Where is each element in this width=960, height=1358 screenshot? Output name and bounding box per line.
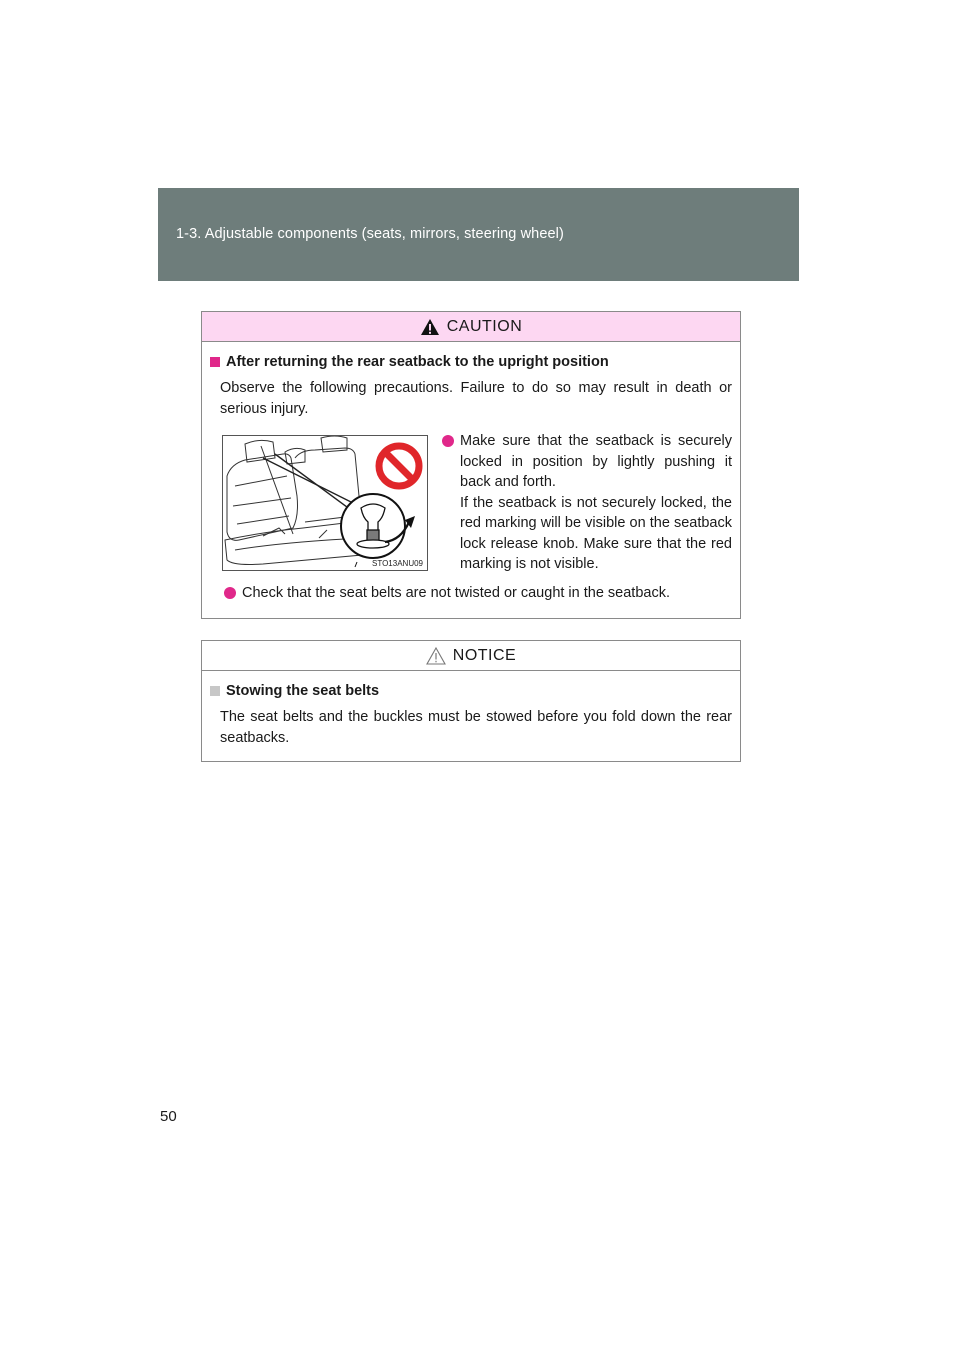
notice-section-title bbox=[210, 683, 379, 699]
caution-bullet-2-text: Check that the seat belts are not twisted or caught in the seatback. bbox=[242, 585, 670, 601]
caution-section-title bbox=[210, 354, 609, 370]
seatback-lock-illustration bbox=[222, 435, 428, 571]
notice-header bbox=[202, 641, 740, 671]
rear-seat-knob-drawing bbox=[223, 436, 427, 570]
round-bullet-icon bbox=[442, 435, 454, 447]
caution-section-title-text: After returning the rear seatback to the upright position bbox=[226, 354, 609, 370]
notice-box bbox=[201, 640, 741, 762]
square-bullet-icon bbox=[210, 686, 220, 696]
caution-header bbox=[202, 312, 740, 342]
chapter-section-title: 1-3. Adjustable components (seats, mirrors, steering wheel) bbox=[176, 226, 564, 242]
caution-box bbox=[201, 311, 741, 619]
square-bullet-icon bbox=[210, 357, 220, 367]
caution-bullet-1 bbox=[438, 431, 732, 575]
caution-bullet-2 bbox=[220, 583, 734, 604]
caution-bullet-1-text: Make sure that the seatback is securely locked in position by lightly pushing it back and forth. bbox=[460, 433, 732, 490]
warning-triangle-icon bbox=[420, 318, 440, 336]
chapter-header-bar bbox=[158, 188, 799, 281]
round-bullet-icon bbox=[224, 587, 236, 599]
notice-triangle-icon bbox=[426, 647, 446, 665]
caution-label: CAUTION bbox=[446, 317, 523, 335]
notice-text: The seat belts and the buckles must be stowed before you fold down the rear seatbacks. bbox=[220, 709, 732, 746]
figure-code-label: STO13ANU09 bbox=[372, 559, 423, 568]
notice-label: NOTICE bbox=[452, 646, 517, 664]
caution-intro-text: Observe the following precautions. Failure to do so may result in death or serious injury. bbox=[220, 380, 732, 417]
page-number: 50 bbox=[160, 1108, 177, 1125]
caution-bullet-1-continued: If the seatback is not securely locked, the red marking will be visible on the seatback lock release knob. Make sure that the red marking is not visible. bbox=[460, 494, 732, 572]
notice-section-title-text: Stowing the seat belts bbox=[226, 683, 380, 699]
